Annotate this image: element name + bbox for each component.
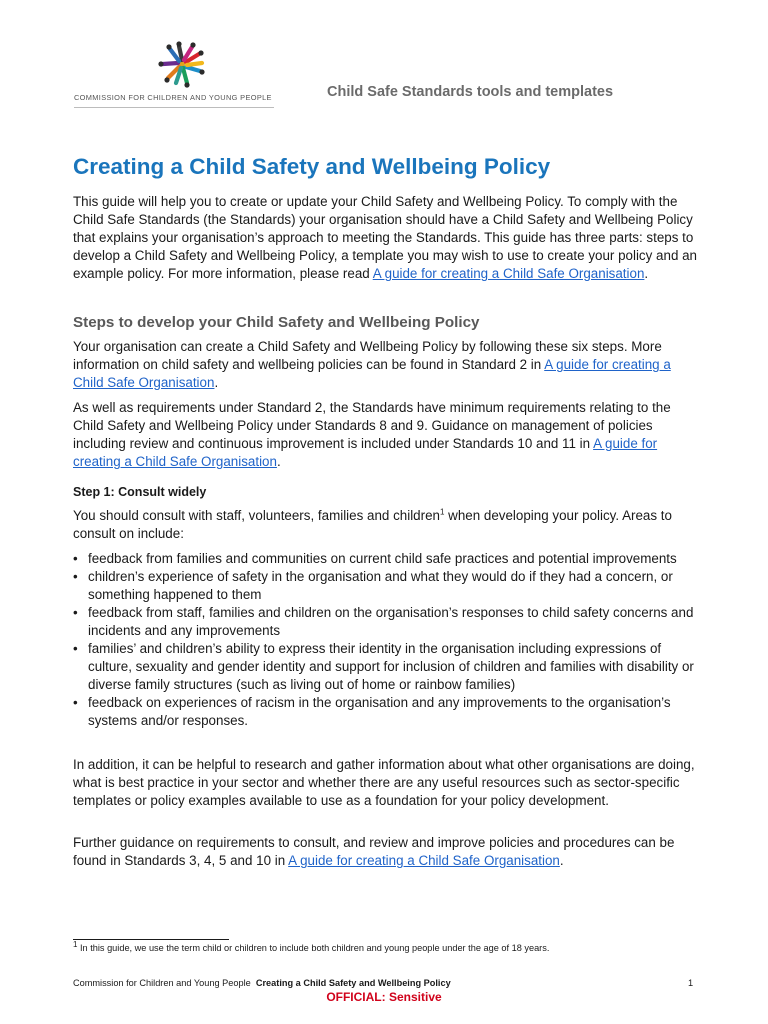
list-item-text: feedback from staff, families and children on the organisation’s responses to child safety concerns and incidents and any improvements — [88, 605, 694, 638]
list-item-text: feedback on experiences of racism in the organisation and any improvements to the organisation’s systems and/or responses. — [88, 695, 671, 728]
page-title: Creating a Child Safety and Wellbeing Policy — [73, 154, 551, 179]
section-p2-end: . — [276, 454, 281, 469]
intro-paragraph — [73, 193, 703, 283]
footnote — [73, 939, 550, 953]
list-item-text: feedback from families and communities on current child safe practices and potential improvements — [88, 551, 677, 566]
further-end: . — [559, 853, 564, 868]
section-paragraph-2 — [73, 399, 703, 471]
list-item — [73, 604, 703, 640]
guide-link[interactable]: A guide for creating a Child Safe Organisation — [288, 853, 560, 868]
step1-intro-after: when developing your policy. Areas to consult on include: — [73, 508, 672, 541]
footnote-number: 1 — [73, 939, 78, 949]
section-paragraph-1 — [73, 338, 703, 392]
bullet-icon: • — [73, 605, 78, 620]
further-guidance-paragraph — [73, 834, 703, 870]
logo-emblem-icon — [74, 40, 290, 92]
intro-end: . — [644, 266, 649, 281]
section-p1-end: . — [214, 375, 219, 390]
footer-doc-title: Creating a Child Safety and Wellbeing Policy — [255, 978, 451, 988]
list-item — [73, 640, 703, 694]
section-heading: Steps to develop your Child Safety and Wellbeing Policy — [73, 314, 480, 331]
list-item-text: families’ and children’s ability to express their identity in the organisation including expressions of culture, sexuality and gender identity and support for inclusion of children and families with disability or diverse family structures (such as living out of home or rainbow families) — [88, 641, 694, 692]
bullet-icon: • — [73, 641, 78, 656]
org-logo-text: COMMISSION FOR CHILDREN AND YOUNG PEOPLE — [74, 93, 272, 102]
footer-org: Commission for Children and Young People — [73, 978, 251, 988]
section-p1-text: Your organisation can create a Child Safety and Wellbeing Policy by following these six steps. More information on child safety and wellbeing policies can be found in Standard 2 in — [73, 339, 662, 372]
step1-heading: Step 1: Consult widely — [73, 485, 207, 499]
list-item — [73, 550, 703, 568]
list-item — [73, 568, 703, 604]
page-number: 1 — [688, 978, 694, 988]
bullet-icon: • — [73, 569, 78, 584]
section-p2-text: As well as requirements under Standard 2, the Standards have minimum requirements relating to the Child Safety and Wellbeing Policy under Standards 8 and 9. Guidance on management of policies including review and continuous improvement is included under Standards 10 and 11 in — [73, 400, 671, 451]
step1-intro — [73, 507, 703, 543]
list-item — [73, 694, 703, 730]
step1-intro-before: You should consult with staff, volunteers, families and children — [73, 508, 440, 523]
series-title: Child Safe Standards tools and templates — [327, 84, 614, 100]
footer-attribution — [73, 978, 451, 988]
footnote-divider — [73, 939, 229, 940]
bullet-icon: • — [73, 695, 78, 710]
footnote-ref[interactable]: 1 — [439, 507, 445, 517]
bullet-icon: • — [73, 551, 78, 566]
classification-label: OFFICIAL: Sensitive — [326, 990, 442, 1004]
further-text: Further guidance on requirements to consult, and review and improve policies and procedures can be found in Standards 3, 4, 5 and 10 in — [73, 835, 675, 868]
guide-link[interactable]: A guide for creating a Child Safe Organisation — [73, 436, 658, 469]
intro-text: This guide will help you to create or update your Child Safety and Wellbeing Policy. To comply with the Child Safe Standards (the Standards) your organisation should have a Child Safety and Wellbeing Policy that explains your organisation’s approach to meeting the Standards. This guide has three parts: steps to develop a Child Safety and Wellbeing Policy, a template you may wish to use to create your policy and an example policy. For more information, please read — [73, 194, 698, 281]
footnote-text: In this guide, we use the term child or children to include both children and young people under the age of 18 years. — [77, 943, 550, 953]
guide-link[interactable]: A guide for creating a Child Safe Organisation — [372, 266, 645, 281]
consult-areas-list — [73, 550, 703, 730]
list-item-text: children’s experience of safety in the organisation and what they would do if they had a concern, or something happened to them — [88, 569, 673, 602]
addition-paragraph: In addition, it can be helpful to research and gather information about what other organisations are doing, what is best practice in your sector and whether there are any useful resources such as sector-specific templates or policy examples available to use as a foundation for your policy development. — [73, 757, 695, 808]
logo-divider — [74, 107, 274, 108]
guide-link[interactable]: A guide for creating a Child Safe Organisation — [73, 357, 671, 390]
